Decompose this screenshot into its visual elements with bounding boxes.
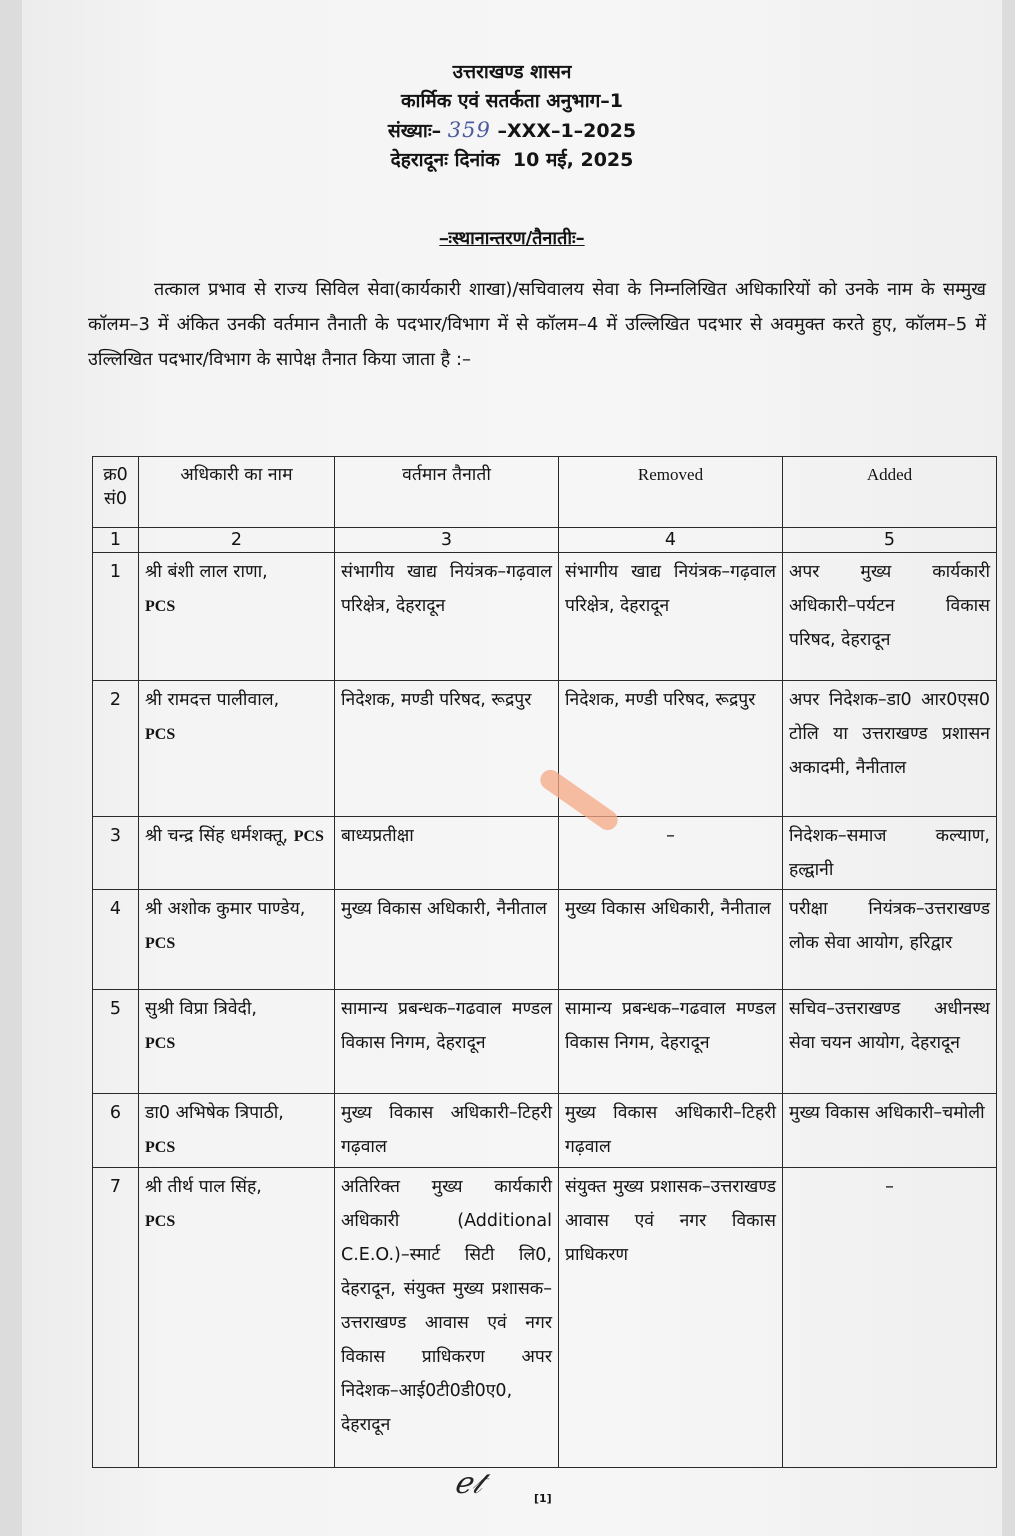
table-row (93, 681, 997, 817)
removed-posting: – (559, 817, 783, 890)
table-row (93, 1094, 997, 1168)
row-serial: 2 (93, 681, 139, 817)
transfer-table (92, 456, 997, 1468)
department-name: कार्मिक एवं सतर्कता अनुभाग–1 (400, 90, 624, 112)
officer-name: श्री रामदत्त पालीवाल, (145, 690, 280, 710)
order-paragraph: तत्काल प्रभाव से राज्य सिविल सेवा(कार्यकारी शाखा)/सचिवालय सेवा के निम्नलिखित अधिकारियों को उनके नाम के सम्मुख कॉलम–3 में अंकित उनकी वर्तमान तैनाती के पदभार/विभाग में से कॉलम–4 में उल्लिखित पदभार से अवमुक्त करते हुए, कॉलम–5 में उल्लिखित पदभार/विभाग के सापेक्ष तैनात किया जाता है :– (88, 279, 986, 370)
table-row (93, 553, 997, 681)
row-serial: 3 (93, 817, 139, 890)
header-current: वर्तमान तैनाती (335, 457, 559, 528)
document-header (22, 58, 1002, 175)
officer-service: PCS (145, 598, 176, 615)
added-posting: – (783, 1168, 997, 1468)
document-page (22, 0, 1002, 1536)
added-posting: मुख्य विकास अधिकारी–चमोली (783, 1094, 997, 1168)
added-posting: अपर मुख्य कार्यकारी अधिकारी–पर्यटन विकास परिषद, देहरादून (783, 553, 997, 681)
officer-name-cell (139, 553, 335, 681)
row-serial: 7 (93, 1168, 139, 1468)
officer-name: श्री चन्द्र सिंह धर्मशक्तू, (145, 826, 289, 846)
added-posting: सचिव–उत्तराखण्ड अधीनस्थ सेवा चयन आयोग, देहरादून (783, 990, 997, 1094)
column-number-row (93, 528, 997, 553)
column-number: 1 (93, 528, 139, 553)
officer-service: PCS (293, 828, 324, 845)
row-serial: 5 (93, 990, 139, 1094)
column-number: 2 (139, 528, 335, 553)
table-row (93, 817, 997, 890)
officer-name-cell (139, 990, 335, 1094)
table-row (93, 990, 997, 1094)
officer-name-cell (139, 817, 335, 890)
header-added: Added (783, 457, 997, 528)
govt-name: उत्तराखण्ड शासन (452, 61, 572, 83)
added-posting: परीक्षा नियंत्रक–उत्तराखण्ड लोक सेवा आयोग, हरिद्वार (783, 890, 997, 990)
row-serial: 4 (93, 890, 139, 990)
current-posting: मुख्य विकास अधिकारी, नैनीताल (335, 890, 559, 990)
order-number-prefix: संख्याः– (387, 120, 442, 142)
signature-mark: ℯ𝓉 (454, 1466, 482, 1501)
table-row (93, 1168, 997, 1468)
officer-name-cell (139, 890, 335, 990)
header-removed: Removed (559, 457, 783, 528)
officer-service: PCS (145, 1213, 176, 1230)
order-subject: –ःस्थानान्तरण/तैनातीः– (439, 228, 585, 249)
officer-name: श्री तीर्थ पाल सिंह, (145, 1177, 262, 1197)
officer-name: सुश्री विप्रा त्रिवेदी, (145, 999, 257, 1019)
table-header-row (93, 457, 997, 528)
officer-name: श्री अशोक कुमार पाण्डेय, (145, 899, 306, 919)
officer-name-cell (139, 681, 335, 817)
order-number-suffix: –XXX–1–2025 (497, 120, 637, 142)
row-serial: 6 (93, 1094, 139, 1168)
current-posting: संभागीय खाद्य नियंत्रक–गढ़वाल परिक्षेत्र, देहरादून (335, 553, 559, 681)
removed-posting: संभागीय खाद्य नियंत्रक–गढ़वाल परिक्षेत्र, देहरादून (559, 553, 783, 681)
current-posting: निदेशक, मण्डी परिषद, रूद्रपुर (335, 681, 559, 817)
order-number (22, 116, 1002, 146)
officer-service: PCS (145, 726, 176, 743)
column-number: 5 (783, 528, 997, 553)
officer-name: श्री बंशी लाल राणा, (145, 562, 268, 582)
current-posting: मुख्य विकास अधिकारी–टिहरी गढ़वाल (335, 1094, 559, 1168)
officer-name-cell (139, 1168, 335, 1468)
removed-posting: संयुक्त मुख्य प्रशासक–उत्तराखण्ड आवास एवं नगर विकास प्राधिकरण (559, 1168, 783, 1468)
header-serial: क्र0 सं0 (93, 457, 139, 528)
current-posting: अतिरिक्त मुख्य कार्यकारी अधिकारी (Additional C.E.O.)–स्मार्ट सिटी लि0, देहरादून, संयुक्त मुख्य प्रशासक–उत्तराखण्ड आवास एवं नगर विकास प्राधिकरण अपर निदेशक–आई0टी0डी0ए0, देहरादून (335, 1168, 559, 1468)
removed-posting: सामान्य प्रबन्धक–गढवाल मण्डल विकास निगम, देहरादून (559, 990, 783, 1094)
added-posting: अपर निदेशक–डा0 आर0एस0 टोलि या उत्तराखण्ड प्रशासन अकादमी, नैनीताल (783, 681, 997, 817)
column-number: 4 (559, 528, 783, 553)
current-posting: सामान्य प्रबन्धक–गढवाल मण्डल विकास निगम, देहरादून (335, 990, 559, 1094)
page-number: [1] (534, 1492, 552, 1505)
removed-posting: मुख्य विकास अधिकारी, नैनीताल (559, 890, 783, 990)
order-number-handwritten: 359 (447, 118, 491, 142)
officer-service: PCS (145, 1139, 176, 1156)
header-name: अधिकारी का नाम (139, 457, 335, 528)
table-row (93, 890, 997, 990)
row-serial: 1 (93, 553, 139, 681)
added-posting: निदेशक–समाज कल्याण, हल्द्वानी (783, 817, 997, 890)
order-date: देहरादूनः दिनांक 10 मई, 2025 (390, 149, 634, 171)
officer-name: डा0 अभिषेक त्रिपाठी, (145, 1103, 284, 1123)
current-posting: बाध्यप्रतीक्षा (335, 817, 559, 890)
removed-posting: मुख्य विकास अधिकारी–टिहरी गढ़वाल (559, 1094, 783, 1168)
officer-service: PCS (145, 1035, 176, 1052)
column-number: 3 (335, 528, 559, 553)
officer-service: PCS (145, 935, 176, 952)
removed-posting: निदेशक, मण्डी परिषद, रूद्रपुर (559, 681, 783, 817)
officer-name-cell (139, 1094, 335, 1168)
